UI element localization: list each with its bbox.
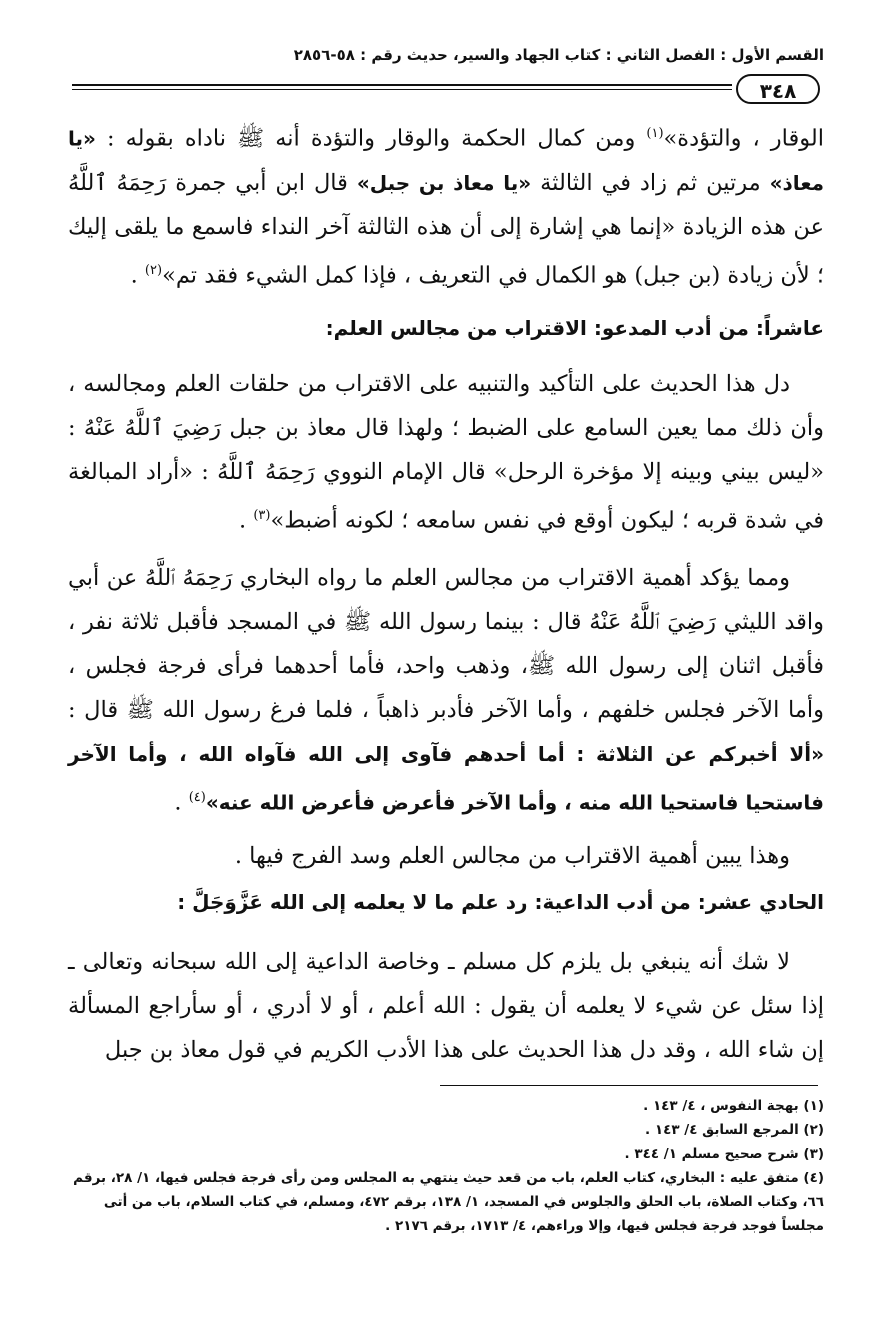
- p1-text-e: .: [130, 262, 145, 288]
- p3-text-b: .: [174, 789, 189, 816]
- footnote-1: (١) بهجة النفوس ، ٤/ ١٤٣ .: [643, 1098, 824, 1114]
- footnote-3: (٣) شرح صحيح مسلم ١/ ٣٤٤ .: [624, 1146, 824, 1162]
- paragraph-2: [68, 362, 824, 543]
- hadith-quote: «ألا أخبركم عن الثلاثة : أما أحدهم فآوى إلى الله فآواه الله ، وأما الآخر فاستحيا فاستحيا الله منه ، وأما الآخر فأعرض فأعرض الله عنه»: [68, 742, 824, 815]
- p1-text-b: ومن كمال الحكمة والوقار والتؤدة أنه ﷺ ناداه بقوله :: [95, 125, 647, 152]
- header-rule-thin: [72, 89, 732, 90]
- section-heading-11: الحادي عشر: من أدب الداعية: رد علم ما لا يعلمه إلى الله عَزَّوَجَلَّ :: [177, 890, 824, 914]
- p3-text-a: ومما يؤكد أهمية الاقتراب من مجالس العلم ما رواه البخاري رَحِمَهُ ٱللَّهُ عن أبي واقد الليثي رَضِيَ ٱللَّهُ عَنْهُ قال : بينما رسول الله ﷺ في المسجد فأقبل ثلاثة نفر ، فأقبل اثنان إلى رسول الله ﷺ، وذهب واحد، فأما أحدهما فرأى فرجة فجلس ، وأما الآخر فجلس خلفهم ، وأما الآخر فأدبر ذاهباً ، فلما فرغ رسول الله ﷺ قال :: [68, 565, 824, 723]
- running-header: القسم الأول : الفصل الثاني : كتاب الجهاد والسير، حديث رقم : ٥٨-٢٨٥٦: [293, 46, 824, 64]
- footnotes: [68, 1094, 824, 1238]
- paragraph-1: [68, 112, 824, 297]
- quote-ya-muadh: «يا معاذ»: [68, 126, 824, 195]
- header-rule-thick: [72, 84, 732, 86]
- footnote-2: (٢) المرجع السابق ٤/ ١٤٣ .: [645, 1122, 824, 1138]
- paragraph-5: لا شك أنه ينبغي بل يلزم كل مسلم ـ وخاصة الداعية إلى الله سبحانه وتعالى ـ إذا سئل عن شيء لا يعلمه أن يقول : الله أعلم ، أو لا أدري ، أو سأراجع المسألة إن شاء الله ، وقد دل هذا الحديث على هذا الأدب الكريم في قول معاذ بن جبل: [68, 949, 824, 1063]
- paragraph-4: وهذا يبين أهمية الاقتراب من مجالس العلم وسد الفرج فيها .: [234, 843, 790, 869]
- p1-text-c: مرتين ثم زاد في الثالثة: [531, 169, 770, 196]
- footnote-ref-2: (٢): [144, 262, 163, 278]
- section-heading-10: عاشراً: من أدب المدعو: الاقتراب من مجالس العلم:: [325, 316, 824, 340]
- p1-text-d: قال ابن أبي جمرة رَحِمَهُ ٱللَّهُ عن هذه الزيادة «إنما هي إشارة إلى أن هذه الثالثة آخر النداء فاسمع ما يلقى إليك ؛ لأن زيادة (بن جبل) هو الكمال في التعريف ، فإذا كمل الشيء فقد تم»: [68, 169, 824, 288]
- footnote-ref-4: (٤): [188, 790, 206, 805]
- p1-text-a: الوقار ، والتؤدة»: [663, 125, 825, 152]
- p2-text-a: دل هذا الحديث على التأكيد والتنبيه على الاقتراب من حلقات العلم ومجالسه ، وأن ذلك مما يعين السامع على الضبط ؛ ولهذا قال معاذ بن جبل رَضِيَ ٱللَّهُ عَنْهُ : «ليس بيني وبينه إلا مؤخرة الرحل» قال الإمام النووي رَحِمَهُ ٱللَّهُ : «أراد المبالغة في شدة قربه ؛ ليكون أوقع في نفس سامعه ؛ لكونه أضبط»: [68, 371, 824, 534]
- footnote-4: (٤) متفق عليه : البخاري، كتاب العلم، باب من قعد حيث ينتهي به المجلس ومن رأى فرجة فجلس فيها، ١/ ٢٨، برقم ٦٦، وكتاب الصلاة، باب الحلق والجلوس في المسجد، ١/ ١٣٨، برقم ٤٧٢، ومسلم، في كتاب السلام، باب من أتى مجلساً فوجد فرجة فجلس فيها، وإلا وراءهم، ٤/ ١٧١٣، برقم ٢١٧٦ .: [73, 1170, 824, 1234]
- paragraph-3: [68, 556, 824, 825]
- quote-ya-muadh-bin-jabal: «يا معاذ بن جبل»: [356, 170, 532, 195]
- footnote-ref-3: (٣): [253, 508, 271, 523]
- footnote-ref-1: (١): [646, 126, 664, 141]
- footnote-separator: [440, 1085, 818, 1086]
- page-number: ٣٤٨: [736, 74, 820, 104]
- p2-text-b: .: [239, 507, 254, 534]
